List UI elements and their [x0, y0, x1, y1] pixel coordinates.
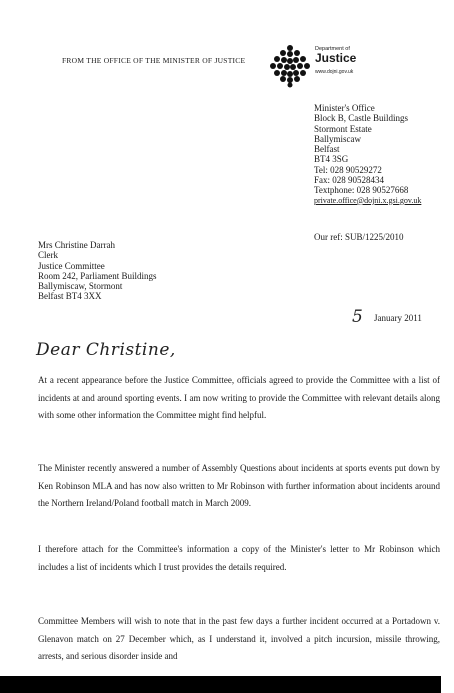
department-of-label: Department of	[315, 46, 350, 52]
office-header-line: FROM THE OFFICE OF THE MINISTER OF JUSTICE	[62, 56, 246, 65]
address-line: Belfast	[314, 144, 340, 155]
address-line: Ballymiscaw	[314, 133, 361, 144]
redaction-bar	[0, 676, 441, 693]
address-line: BT4 3SG	[314, 154, 349, 165]
sender-address	[314, 103, 421, 206]
recipient-line: Mrs Christine Darrah	[38, 240, 115, 250]
recipient-line: Clerk	[38, 250, 58, 261]
address-line: Fax: 028 90528434	[314, 175, 385, 186]
handwritten-date-day: 5	[352, 307, 363, 327]
address-line: Stormont Estate	[314, 123, 372, 134]
department-website: www.dojni.gov.uk	[315, 69, 354, 75]
recipient-line: Ballymiscaw, Stormont	[38, 281, 123, 292]
address-line: Textphone: 028 90527668	[314, 185, 409, 196]
handwritten-salutation: Dear Christine,	[36, 340, 176, 360]
body-paragraph-4: Committee Members will wish to note that in the past few days a further incident occurred at a Portadown v. Glenavon match on 27 December which, as I understand it, involved a pitch incursion, missile throwing, arrests, and serious disorder inside and	[38, 616, 440, 661]
department-logo-text	[315, 46, 356, 75]
recipient-line: Room 242, Parliament Buildings	[38, 270, 157, 281]
our-reference: Our ref: SUB/1225/2010	[314, 232, 404, 242]
body-paragraph-3: I therefore attach for the Committee's information a copy of the Minister's letter to Mr Robinson which includes a list of incidents which I trust provides the details required.	[38, 544, 440, 572]
recipient-line: Belfast BT4 3XX	[38, 291, 102, 302]
recipient-line: Justice Committee	[38, 260, 105, 271]
body-paragraph-2: The Minister recently answered a number of Assembly Questions about incidents at sports events put down by Ken Robinson MLA and has now also written to Mr Robinson with further information about incidents around the Northern Ireland/Poland football match in March 2009.	[38, 463, 440, 508]
recipient-address	[38, 240, 157, 302]
department-name: Justice	[315, 51, 357, 65]
address-line: Block B, Castle Buildings	[314, 113, 409, 124]
address-line: Tel: 028 90529272	[314, 164, 382, 175]
body-paragraph-1: At a recent appearance before the Justice Committee, officials agreed to provide the Committee with a list of incidents at and around sporting events. I am now writing to provide the Committee with relevant details along with some other information the Committee might find helpful.	[38, 375, 440, 420]
office-email-link[interactable]: private.office@dojni.x.gsi.gov.uk	[314, 195, 422, 205]
justice-crest-icon	[268, 44, 312, 88]
letter-date: January 2011	[374, 313, 422, 323]
address-line: Minister's Office	[314, 103, 375, 113]
